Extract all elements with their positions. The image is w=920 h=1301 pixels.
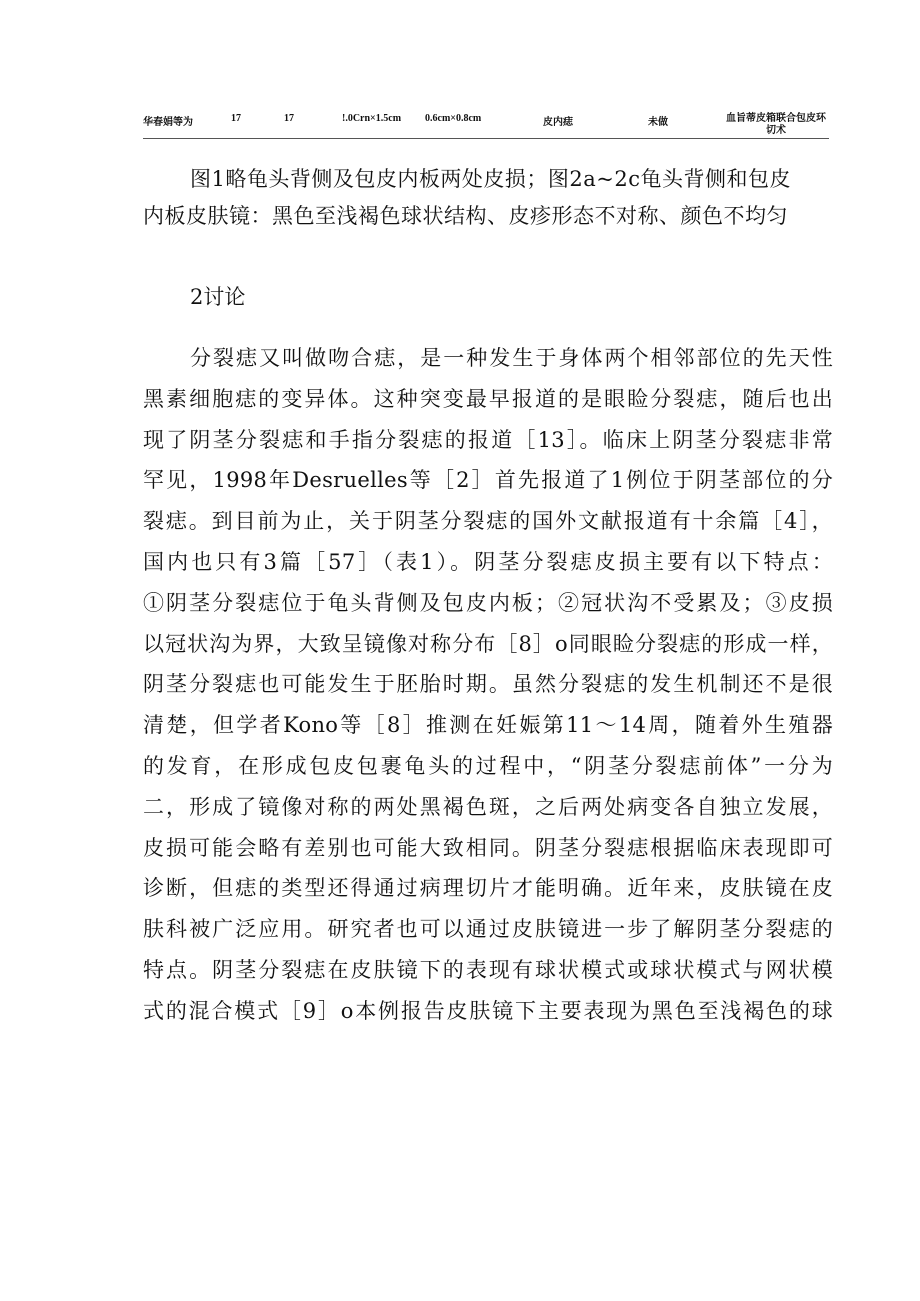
caption-line: 图1略龟头背侧及包皮内板两处皮损；图2a~2c龟头背侧和包皮 (190, 167, 791, 191)
paragraph-line: 分裂痣又叫做吻合痣，是一种发生于身体两个相邻部位的先天性 (190, 346, 833, 370)
paragraph-line: 式的混合模式［9］o本例报告皮肤镜下主要表现为黑色至浅褐色的球 (143, 998, 833, 1023)
paragraph-line: ①阴茎分裂痣位于龟头背侧及包皮内板；②冠状沟不受累及；③皮损 (143, 590, 833, 615)
paragraph-line: 现了阴茎分裂痣和手指分裂痣的报道［13］。临床上阴茎分裂痣非常 (143, 427, 833, 452)
section-heading: 2讨论 (190, 285, 246, 309)
paragraph-line: 罕见，1998年Desruelles等［2］首先报道了1例位于阴茎部位的分 (143, 468, 833, 493)
paragraph-line: 二，形成了镜像对称的两处黑褐色斑，之后两处病变各自独立发展， (143, 794, 833, 819)
table-cell-treatment: 血旨蒂皮箱联合包皮环切术 (726, 113, 826, 136)
paragraph-line: 的发育，在形成包皮包裹龟头的过程中，“阴茎分裂痣前体”一分为 (143, 753, 833, 778)
paragraph-line: 黑素细胞痣的变异体。这种突变最早报道的是眼睑分裂痣，随后也出 (143, 386, 833, 411)
table-cell-pathology: 皮内痣 (543, 117, 573, 128)
paragraph-line: 裂痣。到目前为止，关于阴茎分裂痣的国外文献报道有十余篇［4］， (143, 509, 833, 534)
paragraph-line: 以冠状沟为界，大致呈镜像对称分布［8］o同眼睑分裂痣的形成一样， (143, 631, 833, 656)
body-paragraph (143, 338, 833, 1032)
paragraph-line: 阴茎分裂痣也可能发生于胚胎时期。虽然分裂痣的发生机制还不是很 (143, 672, 833, 697)
table-cell-glans-size: !.0Crn×1.5cm (342, 113, 402, 124)
paragraph-line: 皮损可能会略有差别也可能大致相同。阴茎分裂痣根据临床表现即可 (143, 835, 833, 860)
table-cell-author: 华春娟等为 (143, 117, 193, 128)
caption-line: 内板皮肤镜：黑色至浅褐色球状结构、皮疹形态不对称、颜色不均匀 (143, 204, 788, 228)
paragraph-line: 诊断，但痣的类型还得通过病理切片才能明确。近年来，皮肤镜在皮 (143, 876, 833, 901)
table-cell-age: 17 (231, 113, 241, 124)
paragraph-line: 肤科被广泛应用。研究者也可以通过皮肤镜进一步了解阴茎分裂痣的 (143, 917, 833, 942)
table-cell-prepuce-size: 0.6cm×0.8cm (425, 113, 482, 124)
figure-caption (143, 161, 833, 235)
table-row (143, 108, 829, 139)
table-cell-dermoscopy: 未做 (648, 117, 668, 128)
paragraph-line: 国内也只有3篇［57］（表1）。阴茎分裂痣皮损主要有以下特点： (143, 549, 833, 574)
paragraph-line: 清楚，但学者Kono等［8］推测在妊娠第11〜14周，随着外生殖器 (143, 713, 833, 738)
table-cell-onset: 17 (284, 113, 294, 124)
paragraph-line: 特点。阴茎分裂痣在皮肤镜下的表现有球状模式或球状模式与网状模 (143, 957, 833, 982)
